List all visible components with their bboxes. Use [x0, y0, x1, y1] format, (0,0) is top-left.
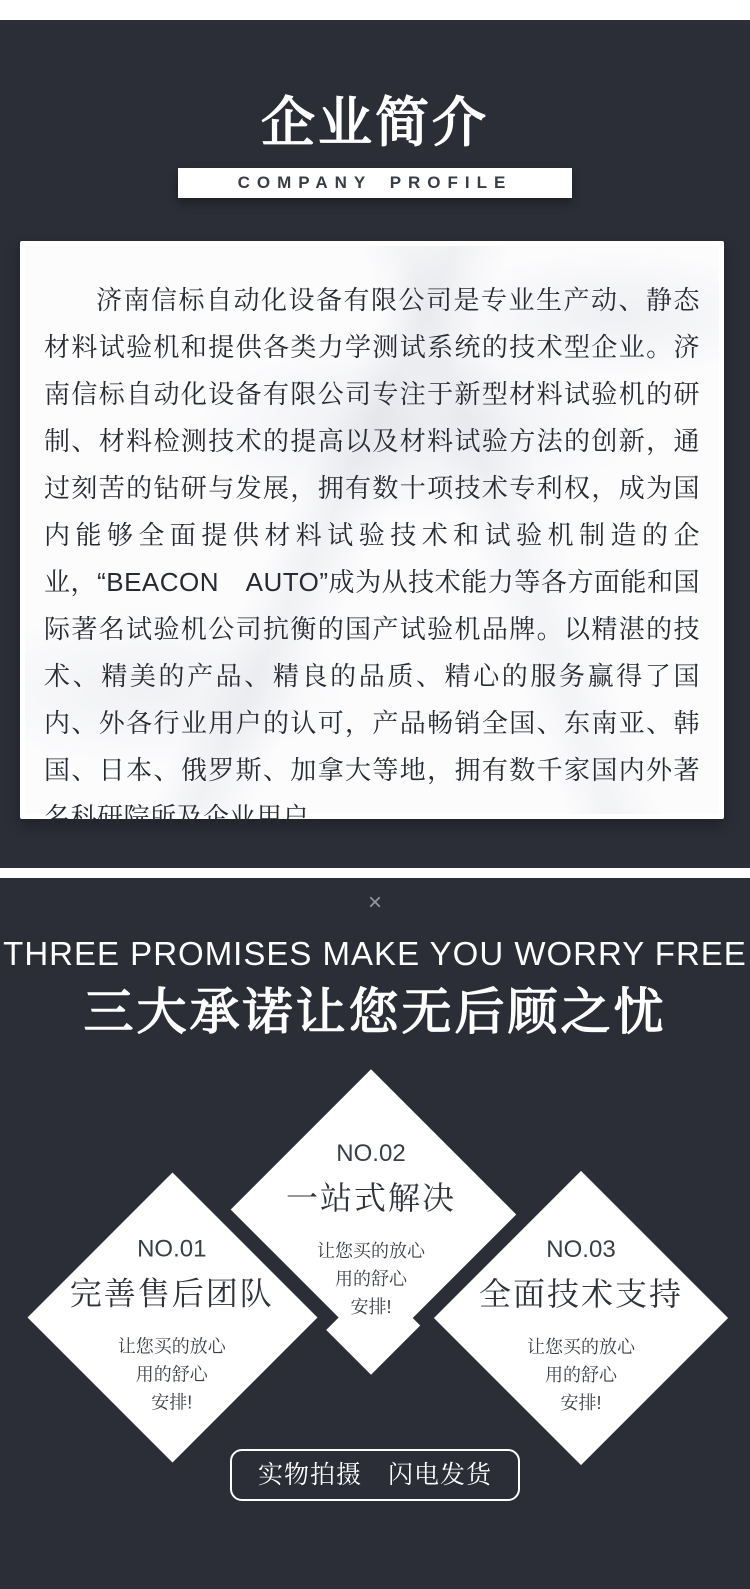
promise-line: 安排!: [350, 1296, 392, 1317]
top-white-strip: [0, 0, 750, 20]
promises-title-zh: 三大承诺让您无后顾之忧: [83, 984, 667, 1040]
shipping-badge: 实物拍摄 闪电发货: [230, 1449, 520, 1501]
section-title-zh: 企业简介: [261, 93, 489, 153]
promise-line: 用的舒心: [334, 1268, 407, 1289]
company-intro-text: 济南信标自动化设备有限公司是专业生产动、静态材料试验机和提供各类力学测试系统的技术型企业。济南信标自动化设备有限公司专注于新型材料试验机的研制、材料检测技术的提高以及材料试验方法的创新，通过刻苦的钻研与发展，拥有数十项技术专利权，成为国内能够全面提供材料试验技术和试验机制造的企业，“BEACON AUTO”成为从技术能力等各方面能和国际著名试验机公司抗衡的国产试验机品牌。以精湛的技术、精美的产品、精良的品质、精心的服务赢得了国内、外各行业用户的认可，产品畅销全国、东南亚、韩国、日本、俄罗斯、加拿大等地，拥有数千家国内外著名科研院所及企业用户。: [44, 285, 700, 832]
section-divider: [0, 868, 750, 878]
promise-title: 完善售后团队: [70, 1275, 275, 1312]
company-intro-card: [20, 241, 724, 832]
promise-number: NO.01: [137, 1235, 208, 1263]
section-subtitle-en: COMPANY PROFILE: [237, 173, 513, 192]
promise-title: 一站式解决: [285, 1179, 457, 1216]
times-divider-mark: ×: [367, 889, 382, 916]
section-subtitle-bar: [178, 168, 572, 198]
promises-title-en: THREE PROMISES MAKE YOU WORRY FREE: [3, 935, 747, 972]
promise-line: 让您买的放心: [118, 1336, 227, 1357]
promise-line: 用的舒心: [136, 1364, 209, 1385]
promise-title: 全面技术支持: [478, 1275, 684, 1312]
promise-line: 用的舒心: [544, 1364, 617, 1385]
promise-line: 让您买的放心: [316, 1240, 425, 1261]
promise-line: 安排!: [151, 1392, 194, 1413]
promise-number: NO.02: [336, 1139, 406, 1167]
promise-line: 安排!: [560, 1392, 602, 1413]
promise-line: 让您买的放心: [526, 1336, 635, 1357]
promise-number: NO.03: [546, 1235, 616, 1263]
